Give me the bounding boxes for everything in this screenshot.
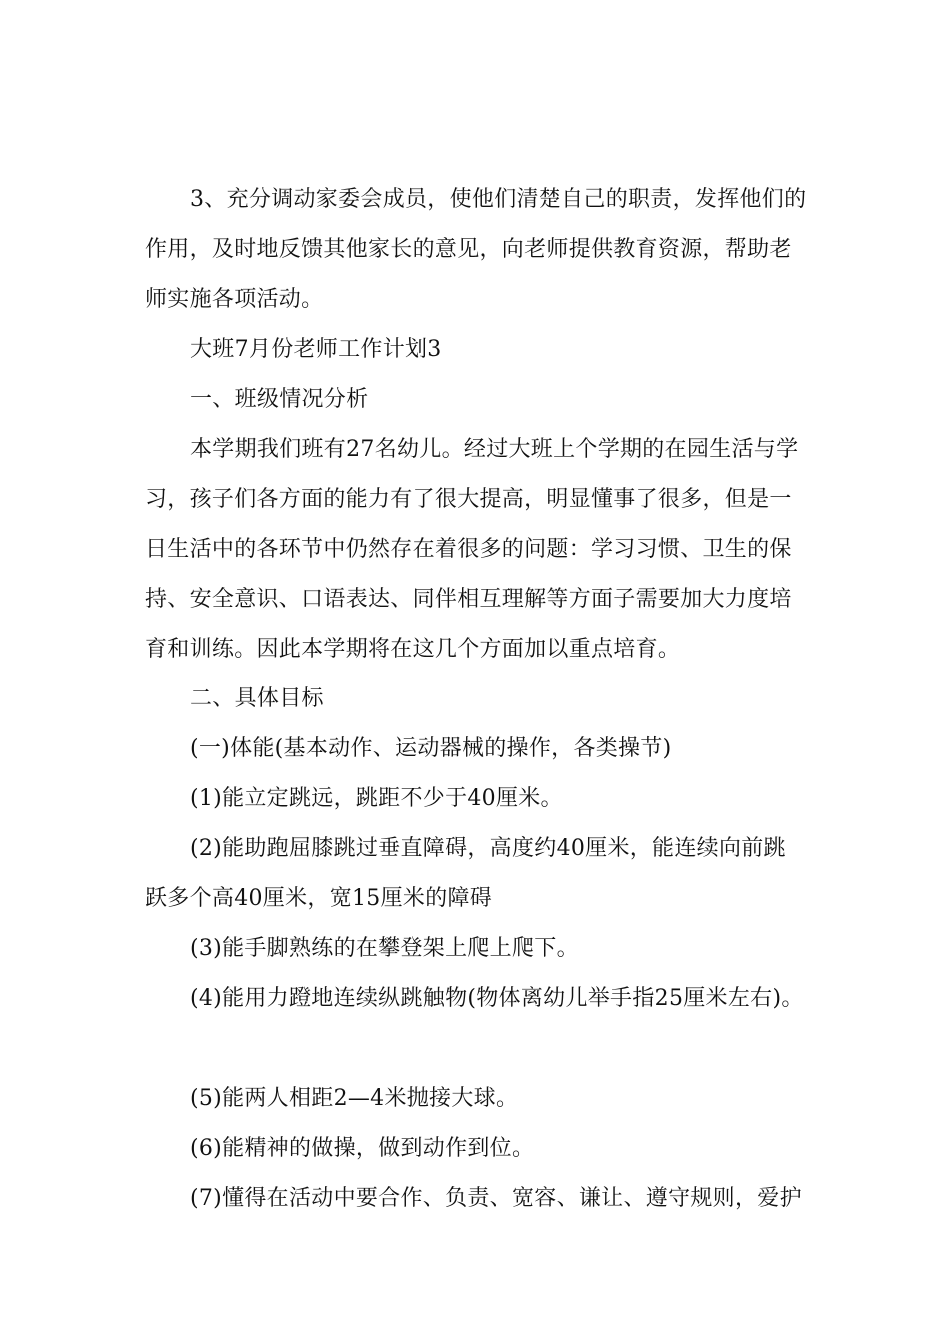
- list-item: (6)能精神的做操，做到动作到位。: [190, 1136, 535, 1161]
- paragraph-line: 日生活中的各环节中仍然存在着很多的问题：学习习惯、卫生的保: [145, 537, 792, 562]
- section-heading: 一、班级情况分析: [190, 387, 369, 412]
- paragraph-line: 师实施各项活动。: [145, 287, 324, 312]
- paragraph-line: 作用，及时地反馈其他家长的意见，向老师提供教育资源，帮助老: [145, 237, 792, 262]
- paragraph-line: 本学期我们班有27名幼儿。经过大班上个学期的在园生活与学: [190, 437, 799, 462]
- section-heading: 二、具体目标: [190, 686, 324, 711]
- paragraph-line: 习，孩子们各方面的能力有了很大提高，明显懂事了很多，但是一: [145, 487, 792, 512]
- list-item: (7)懂得在活动中要合作、负责、宽容、谦让、遵守规则，爱护: [190, 1186, 802, 1211]
- list-item: (4)能用力蹬地连续纵跳触物(物体离幼儿举手指25厘米左右)。: [190, 986, 804, 1011]
- paragraph-line: 3、充分调动家委会成员，使他们清楚自己的职责，发挥他们的: [190, 187, 807, 212]
- list-item: (5)能两人相距2—4米抛接大球。: [190, 1086, 519, 1111]
- subsection-heading: (一)体能(基本动作、运动器械的操作，各类操节): [190, 736, 672, 761]
- list-item: (2)能助跑屈膝跳过垂直障碍，高度约40厘米，能连续向前跳: [190, 836, 786, 861]
- list-item: (3)能手脚熟练的在攀登架上爬上爬下。: [190, 936, 579, 961]
- list-item: (1)能立定跳远，跳距不少于40厘米。: [190, 786, 563, 811]
- paragraph-line: 持、安全意识、口语表达、同伴相互理解等方面子需要加大力度培: [145, 587, 792, 612]
- section-title: 大班7月份老师工作计划3: [190, 337, 442, 362]
- list-item-continuation: 跃多个高40厘米，宽15厘米的障碍: [145, 886, 493, 911]
- paragraph-line: 育和训练。因此本学期将在这几个方面加以重点培育。: [145, 637, 681, 662]
